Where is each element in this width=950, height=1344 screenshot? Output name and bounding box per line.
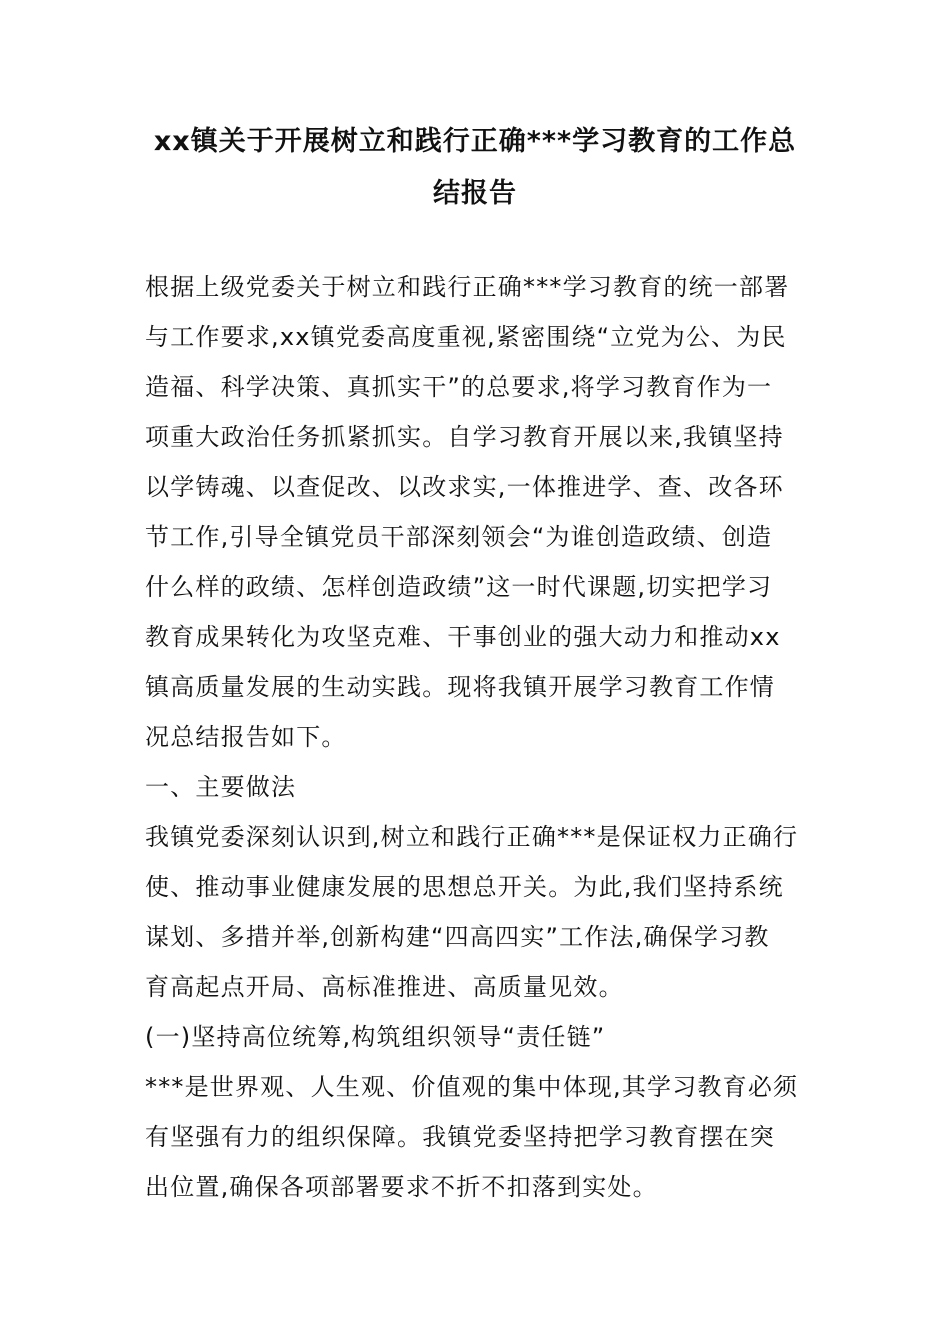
body-line-3: 造福、科学决策、真抓实干”的总要求,将学习教育作为一	[145, 373, 773, 401]
document-title-line-2: 结报告	[433, 178, 517, 209]
body-line-14: 谋划、多措并举,创新构建“四高四实”工作法,确保学习教	[145, 923, 770, 951]
body-line-1: 根据上级党委关于树立和践行正确***学习教育的统一部署	[145, 273, 790, 301]
body-line-6: 节工作,引导全镇党员干部深刻领会“为谁创造政绩、创造	[145, 523, 773, 551]
body-line-15: 育高起点开局、高标准推进、高质量见效。	[145, 973, 624, 1001]
body-line-13: 使、推动事业健康发展的思想总开关。为此,我们坚持系统	[145, 873, 784, 901]
body-line-19: 出位置,确保各项部署要求不折不扣落到实处。	[145, 1173, 658, 1201]
body-line-5: 以学铸魂、以查促改、以改求实,一体推进学、查、改各环	[145, 473, 784, 501]
body-line-8: 教育成果转化为攻坚克难、干事创业的强大动力和推动xx	[145, 623, 781, 651]
section-heading-main-practices: 一、主要做法	[145, 773, 297, 801]
document-title-line-1: xx镇关于开展树立和践行正确***学习教育的工作总	[153, 126, 797, 157]
body-line-7: 什么样的政绩、怎样创造政绩”这一时代课题,切实把学习	[145, 573, 773, 601]
body-line-10: 况总结报告如下。	[145, 723, 347, 751]
body-line-9: 镇高质量发展的生动实践。现将我镇开展学习教育工作情	[145, 673, 775, 701]
body-line-18: 有坚强有力的组织保障。我镇党委坚持把学习教育摆在突	[145, 1123, 775, 1151]
body-line-17: ***是世界观、人生观、价值观的集中体现,其学习教育必须	[145, 1073, 799, 1101]
body-line-12: 我镇党委深刻认识到,树立和践行正确***是保证权力正确行	[145, 823, 799, 851]
body-line-2: 与工作要求,xx镇党委高度重视,紧密围绕“立党为公、为民	[145, 323, 787, 351]
body-line-4: 项重大政治任务抓紧抓实。自学习教育开展以来,我镇坚持	[145, 423, 784, 451]
subsection-heading-1: (一)坚持高位统筹,构筑组织领导“责任链”	[145, 1023, 606, 1051]
